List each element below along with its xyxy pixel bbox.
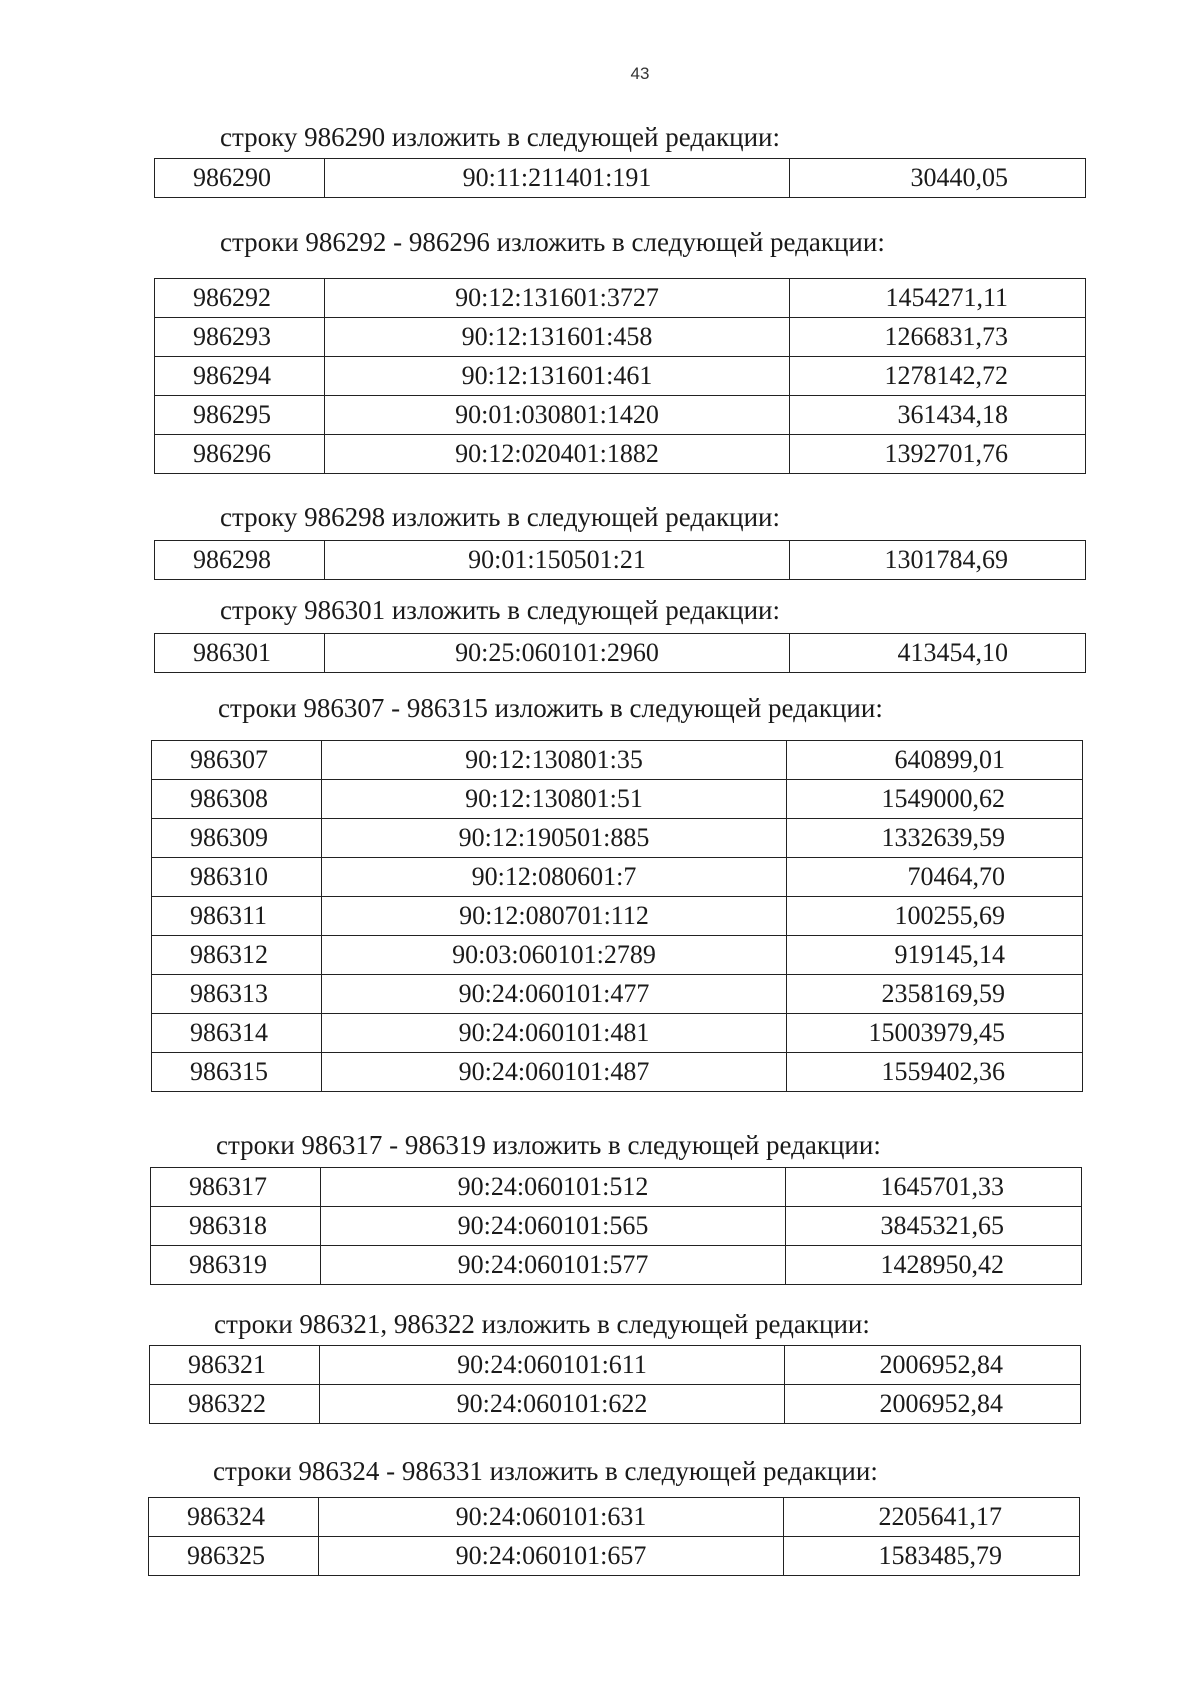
cadastral-number-cell: 90:01:150501:21 <box>325 541 790 580</box>
cadastral-number-cell: 90:12:131601:461 <box>325 357 790 396</box>
row-number-cell: 986309 <box>152 819 322 858</box>
value-cell: 2205641,17 <box>784 1498 1080 1537</box>
cadastral-number-cell: 90:12:020401:1882 <box>325 435 790 474</box>
row-number-cell: 986295 <box>155 396 325 435</box>
cadastral-number-cell: 90:24:060101:487 <box>322 1053 787 1092</box>
value-cell: 2006952,84 <box>785 1346 1081 1385</box>
cadastral-number-cell: 90:12:131601:3727 <box>325 279 790 318</box>
registry-table <box>151 740 1083 1092</box>
section-instruction: строки 986292 - 986296 изложить в следующей редакции: <box>220 227 885 257</box>
value-cell: 640899,01 <box>787 741 1083 780</box>
table-row <box>152 858 1083 897</box>
value-cell: 1278142,72 <box>790 357 1086 396</box>
cadastral-number-cell: 90:12:130801:35 <box>322 741 787 780</box>
row-number-cell: 986310 <box>152 858 322 897</box>
row-number-cell: 986308 <box>152 780 322 819</box>
table-row <box>152 819 1083 858</box>
table-row <box>149 1498 1080 1537</box>
row-number-cell: 986314 <box>152 1014 322 1053</box>
cadastral-number-cell: 90:12:190501:885 <box>322 819 787 858</box>
value-cell: 1645701,33 <box>786 1168 1082 1207</box>
table-row <box>152 780 1083 819</box>
row-number-cell: 986307 <box>152 741 322 780</box>
row-number-cell: 986313 <box>152 975 322 1014</box>
row-number-cell: 986315 <box>152 1053 322 1092</box>
table-row <box>152 1014 1083 1053</box>
table-row <box>151 1207 1082 1246</box>
value-cell: 70464,70 <box>787 858 1083 897</box>
cadastral-number-cell: 90:12:080701:112 <box>322 897 787 936</box>
table-row <box>155 159 1086 198</box>
section-instruction: строки 986317 - 986319 изложить в следующей редакции: <box>216 1130 881 1160</box>
row-number-cell: 986293 <box>155 318 325 357</box>
row-number-cell: 986324 <box>149 1498 319 1537</box>
cadastral-number-cell: 90:12:080601:7 <box>322 858 787 897</box>
cadastral-number-cell: 90:24:060101:657 <box>319 1537 784 1576</box>
table-row <box>155 279 1086 318</box>
section-instruction: строки 986307 - 986315 изложить в следующей редакции: <box>218 693 883 723</box>
cadastral-number-cell: 90:25:060101:2960 <box>325 634 790 673</box>
cadastral-number-cell: 90:03:060101:2789 <box>322 936 787 975</box>
cadastral-number-cell: 90:24:060101:512 <box>321 1168 786 1207</box>
registry-table <box>154 633 1086 673</box>
row-number-cell: 986317 <box>151 1168 321 1207</box>
cadastral-number-cell: 90:24:060101:577 <box>321 1246 786 1285</box>
cadastral-number-cell: 90:24:060101:477 <box>322 975 787 1014</box>
value-cell: 1301784,69 <box>790 541 1086 580</box>
value-cell: 1454271,11 <box>790 279 1086 318</box>
table-row <box>152 1053 1083 1092</box>
cadastral-number-cell: 90:12:131601:458 <box>325 318 790 357</box>
row-number-cell: 986319 <box>151 1246 321 1285</box>
table-row <box>155 357 1086 396</box>
value-cell: 413454,10 <box>790 634 1086 673</box>
value-cell: 2006952,84 <box>785 1385 1081 1424</box>
row-number-cell: 986311 <box>152 897 322 936</box>
table-row <box>155 435 1086 474</box>
table-row <box>155 318 1086 357</box>
value-cell: 361434,18 <box>790 396 1086 435</box>
value-cell: 1549000,62 <box>787 780 1083 819</box>
value-cell: 1392701,76 <box>790 435 1086 474</box>
value-cell: 1583485,79 <box>784 1537 1080 1576</box>
cadastral-number-cell: 90:01:030801:1420 <box>325 396 790 435</box>
registry-table <box>148 1497 1080 1576</box>
registry-table <box>154 540 1086 580</box>
section-instruction: строку 986301 изложить в следующей редакции: <box>220 595 781 625</box>
value-cell: 919145,14 <box>787 936 1083 975</box>
table-row <box>152 936 1083 975</box>
section-instruction: строки 986321, 986322 изложить в следующей редакции: <box>214 1309 870 1339</box>
row-number-cell: 986292 <box>155 279 325 318</box>
section-instruction: строку 986298 изложить в следующей редакции: <box>220 502 781 532</box>
cadastral-number-cell: 90:24:060101:611 <box>320 1346 785 1385</box>
value-cell: 2358169,59 <box>787 975 1083 1014</box>
cadastral-number-cell: 90:24:060101:481 <box>322 1014 787 1053</box>
section-instruction: строку 986290 изложить в следующей редакции: <box>220 122 781 152</box>
row-number-cell: 986325 <box>149 1537 319 1576</box>
row-number-cell: 986318 <box>151 1207 321 1246</box>
row-number-cell: 986312 <box>152 936 322 975</box>
value-cell: 1559402,36 <box>787 1053 1083 1092</box>
cadastral-number-cell: 90:24:060101:622 <box>320 1385 785 1424</box>
table-row <box>151 1246 1082 1285</box>
registry-table <box>149 1345 1081 1424</box>
value-cell: 30440,05 <box>790 159 1086 198</box>
row-number-cell: 986301 <box>155 634 325 673</box>
value-cell: 1428950,42 <box>786 1246 1082 1285</box>
cadastral-number-cell: 90:24:060101:631 <box>319 1498 784 1537</box>
cadastral-number-cell: 90:12:130801:51 <box>322 780 787 819</box>
table-row <box>155 396 1086 435</box>
table-row <box>152 741 1083 780</box>
value-cell: 1266831,73 <box>790 318 1086 357</box>
registry-table <box>150 1167 1082 1285</box>
table-row <box>151 1168 1082 1207</box>
row-number-cell: 986322 <box>150 1385 320 1424</box>
value-cell: 3845321,65 <box>786 1207 1082 1246</box>
row-number-cell: 986298 <box>155 541 325 580</box>
value-cell: 15003979,45 <box>787 1014 1083 1053</box>
registry-table <box>154 278 1086 474</box>
table-row <box>150 1385 1081 1424</box>
table-row <box>155 541 1086 580</box>
table-row <box>150 1346 1081 1385</box>
cadastral-number-cell: 90:24:060101:565 <box>321 1207 786 1246</box>
table-row <box>149 1537 1080 1576</box>
section-instruction: строки 986324 - 986331 изложить в следующей редакции: <box>213 1456 878 1486</box>
registry-table <box>154 158 1086 198</box>
value-cell: 100255,69 <box>787 897 1083 936</box>
row-number-cell: 986294 <box>155 357 325 396</box>
row-number-cell: 986296 <box>155 435 325 474</box>
table-row <box>155 634 1086 673</box>
row-number-cell: 986290 <box>155 159 325 198</box>
table-row <box>152 975 1083 1014</box>
cadastral-number-cell: 90:11:211401:191 <box>325 159 790 198</box>
table-row <box>152 897 1083 936</box>
value-cell: 1332639,59 <box>787 819 1083 858</box>
row-number-cell: 986321 <box>150 1346 320 1385</box>
page-number: 43 <box>630 64 650 83</box>
